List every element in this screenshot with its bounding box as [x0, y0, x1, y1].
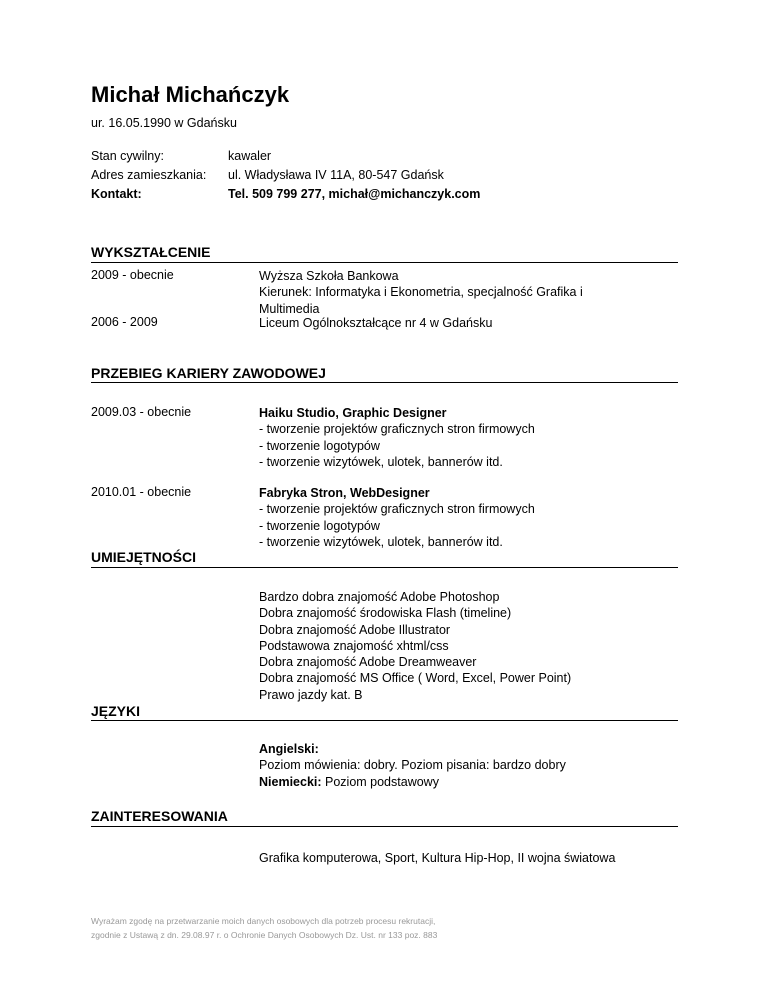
gdpr-consent	[91, 914, 437, 942]
german-detail: Poziom podstawowy	[321, 774, 439, 789]
marital-status-value: kawaler	[228, 149, 272, 163]
job-title: Haiku Studio, Graphic Designer	[259, 406, 447, 420]
skill-item: Dobra znajomość środowiska Flash (timeline)	[259, 606, 512, 621]
languages-heading: JĘZYKI	[91, 703, 141, 719]
skills-heading: UMIEJĘTNOŚCI	[91, 549, 197, 565]
languages-list	[259, 741, 566, 790]
contact-value: Tel. 509 799 277, michał@michanczyk.com	[228, 187, 481, 201]
skill-item: Prawo jazdy kat. B	[259, 687, 363, 702]
education-heading: WYKSZTAŁCENIE	[91, 244, 211, 260]
job-title: Fabryka Stron, WebDesigner	[259, 486, 430, 500]
interests-heading: ZAINTERESOWANIA	[91, 808, 228, 824]
german-row	[259, 774, 566, 790]
consent-line-2: zgodnie z Ustawą z dn. 29.08.97 r. o Ochronie Danych Osobowych Dz. Ust. nr 133 poz. 883	[91, 930, 438, 940]
birth-info: ur. 16.05.1990 w Gdańsku	[91, 116, 237, 130]
school-name: Liceum Ogólnokształcące nr 4 w Gdańsku	[259, 316, 493, 330]
languages-divider	[91, 720, 678, 721]
english-detail: Poziom mówienia: dobry. Poziom pisania: bardzo dobry	[259, 758, 566, 773]
skill-item: Podstawowa znajomość xhtml/css	[259, 638, 449, 653]
address-label: Adres zamieszkania:	[91, 168, 207, 182]
career-date-1: 2009.03 - obecnie	[91, 405, 192, 419]
education-entry-1	[259, 268, 619, 317]
career-entry-1	[259, 405, 535, 470]
education-date-1: 2009 - obecnie	[91, 268, 174, 282]
contact-label: Kontakt:	[91, 187, 142, 201]
job-duty: - tworzenie logotypów	[259, 438, 380, 453]
job-duty: - tworzenie wizytówek, ulotek, bannerów itd.	[259, 534, 503, 549]
job-duty: - tworzenie wizytówek, ulotek, bannerów itd.	[259, 454, 503, 469]
skill-item: Dobra znajomość MS Office ( Word, Excel, Power Point)	[259, 671, 572, 686]
interests-text: Grafika komputerowa, Sport, Kultura Hip-Hop, II wojna światowa	[259, 851, 616, 865]
career-entry-2	[259, 485, 535, 550]
consent-line-1: Wyrażam zgodę na przetwarzanie moich danych osobowych dla potrzeb procesu rekrutacji,	[91, 916, 436, 926]
education-date-2: 2006 - 2009	[91, 315, 158, 329]
school-name: Wyższa Szkoła Bankowa	[259, 269, 399, 283]
skill-item: Bardzo dobra znajomość Adobe Photoshop	[259, 590, 500, 604]
interests-divider	[91, 826, 678, 827]
career-heading: PRZEBIEG KARIERY ZAWODOWEJ	[91, 365, 326, 381]
skill-item: Dobra znajomość Adobe Dreamweaver	[259, 655, 477, 670]
english-label: Angielski:	[259, 742, 319, 756]
job-duty: - tworzenie projektów graficznych stron firmowych	[259, 502, 535, 517]
german-label: Niemiecki:	[259, 774, 322, 789]
job-duty: - tworzenie logotypów	[259, 518, 380, 533]
marital-status-label: Stan cywilny:	[91, 149, 164, 163]
school-major: Kierunek: Informatyka i Ekonometria, specjalność Grafika i Multimedia	[259, 285, 583, 316]
job-duty: - tworzenie projektów graficznych stron firmowych	[259, 422, 535, 437]
education-divider	[91, 262, 678, 263]
education-entry-2	[259, 315, 492, 331]
skills-divider	[91, 567, 678, 568]
skill-item: Dobra znajomość Adobe Illustrator	[259, 622, 451, 637]
candidate-name: Michał Michańczyk	[91, 82, 290, 107]
skills-list	[259, 589, 571, 703]
career-divider	[91, 382, 678, 383]
career-date-2: 2010.01 - obecnie	[91, 485, 192, 499]
address-value: ul. Władysława IV 11A, 80-547 Gdańsk	[228, 168, 444, 182]
